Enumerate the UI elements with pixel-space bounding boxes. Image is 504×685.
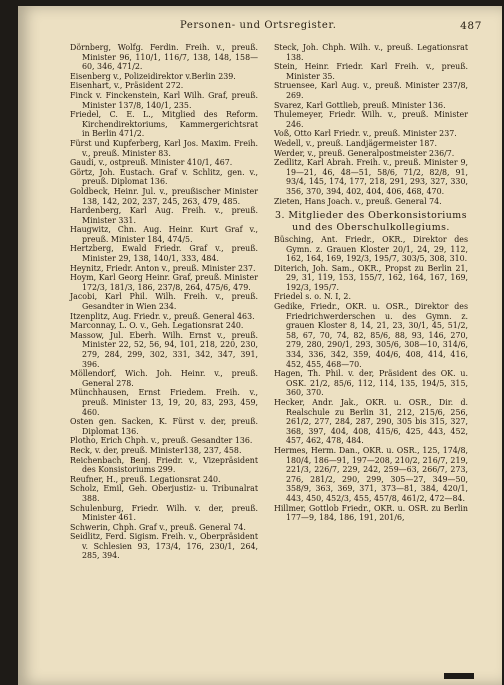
index-entry: Hertzberg, Ewald Friedr. Graf v., preuß. Minister 29, 138, 140/1, 333, 484. bbox=[70, 244, 258, 264]
index-entry: Eisenhart, v., Präsident 272. bbox=[70, 81, 184, 91]
index-entry: Gaudi, v., ostpreuß. Minister 410/1, 467. bbox=[70, 158, 233, 168]
index-entry: Reufner, H., preuß. Legationsrat 240. bbox=[70, 474, 221, 484]
index-entry: Fürst und Kupferberg, Karl Jos. Maxim. Freih. v., preuß. Minister 83. bbox=[70, 138, 258, 158]
running-header bbox=[70, 20, 482, 34]
index-entry: Gedike, Friedr., OKR. u. OSR., Direktor des Friedrichwerderschen u. des Gymn. z. grauen Kloster 8, 14, 21, 23, 30/1, 45, 51/2, 58, 67, 70, 74, 82, 85/6, 88, 93, 146, 270, 279, 280, 290/1, 293, 305/6, 308—10, 314/6, 334, 336, 342, 359, 404/6, 408, 414, 416, 452, 455, 468—70. bbox=[274, 302, 468, 369]
index-entry: Hermes, Herm. Dan., OKR. u. OSR., 125, 174/8, 180/4, 186—91, 197—208, 210/2, 216/7, 219, 221/3, 226/7, 229, 242, 259—63, 266/7, 273, 276, 281/2, 290, 299, 305—27, 349—50, 358/9, 363, 369, 371, 373—81, 384, 420/1, 443, 450, 452/3, 455, 457/8, 461/2, 472—84. bbox=[274, 445, 468, 503]
index-entry: Steck, Joh. Chph. Wilh. v., preuß. Legationsrat 138. bbox=[274, 43, 468, 62]
index-entry: Itzenplitz, Aug. Friedr. v., preuß. General 463. bbox=[70, 311, 255, 321]
index-entry: Hagen, Th. Phil. v. der, Präsident des OK. u. OSK. 21/2, 85/6, 112, 114, 135, 194/5, 315, 360, 370. bbox=[274, 369, 468, 398]
book-page bbox=[18, 6, 502, 685]
index-entry: Münchhausen, Ernst Friedem. Freih. v., preuß. Minister 13, 19, 20, 83, 293, 459, 460. bbox=[70, 388, 258, 417]
index-entry: Goldbeck, Heinr. Jul. v., preußischer Minister 138, 142, 202, 237, 245, 263, 479, 485. bbox=[70, 186, 258, 206]
index-entry: Diterich, Joh. Sam., OKR., Propst zu Berlin 21, 29, 31, 119, 153, 155/7, 162, 164, 167, 169, 192/3, 195/7. bbox=[274, 263, 468, 292]
left-column bbox=[70, 43, 258, 561]
index-entry: Heynitz, Friedr. Anton v., preuß. Minister 237. bbox=[70, 263, 256, 273]
index-entry: Schulenburg, Friedr. Wilh. v. der, preuß. Minister 461. bbox=[70, 503, 258, 523]
index-entry: Dörnberg, Wolfg. Ferdin. Freih. v., preuß. Minister 96, 110/1, 116/7, 138, 148, 158—60, 346, 471/2. bbox=[70, 43, 258, 72]
index-entry: Möllendorf, Wich. Joh. Heinr. v., preuß. General 278. bbox=[70, 369, 258, 388]
index-entry: Zedlitz, Karl Abrah. Freih. v., preuß. Minister 9, 19—21, 46, 48—51, 58/6, 71/2, 82/8, 91, 93/4, 145, 174, 177, 218, 291, 293, 327, 330, 356, 370, 394, 402, 404, 406, 468, 470. bbox=[274, 158, 468, 196]
index-entry: Schwerin, Chph. Graf v., preuß. General 74. bbox=[70, 522, 246, 532]
index-entry: Stein, Heinr. Friedr. Karl Freih. v., preuß. Minister 35. bbox=[274, 62, 468, 81]
index-entry: Finck v. Finckenstein, Karl Wilh. Graf, preuß. Minister 137/8, 140/1, 235. bbox=[70, 90, 258, 110]
index-entry: Görtz, Joh. Eustach. Graf v. Schlitz, gen. v., preuß. Diplomat 136. bbox=[70, 167, 258, 187]
index-entry: Osten gen. Sacken, K. Fürst v. der, preuß. Diplomat 136. bbox=[70, 417, 258, 436]
section-heading: 3. Mitglieder des Oberkonsistoriums und des Oberschulkollegiums. bbox=[274, 210, 468, 233]
index-entry: Plotho, Erich Chph. v., preuß. Gesandter 136. bbox=[70, 436, 253, 446]
index-entry: Massow, Jul. Eberh. Wilh. Ernst v., preuß. Minister 22, 52, 56, 94, 101, 218, 220, 230, 279, 284, 299, 302, 331, 342, 347, 391, 396. bbox=[70, 330, 258, 369]
index-entry: Reichenbach, Benj. Friedr. v., Vizepräsident des Konsistoriums 299. bbox=[70, 455, 258, 475]
index-entry: Seidlitz, Ferd. Sigism. Freih. v., Oberpräsident v. Schlesien 93, 173/4, 176, 230/1, 264, 285, 394. bbox=[70, 532, 258, 561]
index-entry: Hecker, Andr. Jak., OKR. u. OSR., Dir. d. Realschule zu Berlin 31, 212, 215/6, 256, 261/2, 277, 284, 287, 290, 305 bis 315, 327, 368, 397, 404, 408, 415/6, 425, 443, 452, 457, 462, 478, 484. bbox=[274, 398, 468, 446]
index-entry: Voß, Otto Karl Friedr. v., preuß. Minister 237. bbox=[274, 129, 457, 139]
index-entry: Marconnay, L. O. v., Geh. Legationsrat 240. bbox=[70, 321, 244, 331]
index-entry: Haugwitz, Chn. Aug. Heinr. Kurt Graf v., preuß. Minister 184, 474/5. bbox=[70, 225, 258, 244]
index-entry: Wedell, v., preuß. Landjägermeister 187. bbox=[274, 138, 437, 148]
index-entry: Friedel, C. E. L., Mitglied des Reform. Kirchendirektoriums, Kammergerichtsrat in Berlin 471/2. bbox=[70, 110, 258, 139]
index-entry: Hoym, Karl Georg Heinr. Graf, preuß. Minister 172/3, 181/3, 186, 237/8, 264, 475/6, 479. bbox=[70, 273, 258, 292]
index-entry: Friedel s. o. N. I, 2. bbox=[274, 292, 351, 302]
index-entry: Svarez, Karl Gottlieb, preuß. Minister 136. bbox=[274, 100, 446, 110]
page-number: 487 bbox=[460, 20, 482, 32]
page-edge-shadow bbox=[444, 673, 474, 679]
index-entry: Thulemeyer, Friedr. Wilh. v., preuß. Minister 246. bbox=[274, 110, 468, 129]
index-entry: Eisenberg v., Polizeidirektor v.Berlin 239. bbox=[70, 71, 236, 81]
right-column bbox=[274, 43, 468, 523]
index-entry: Zieten, Hans Joach. v., preuß. General 74. bbox=[274, 196, 442, 206]
index-entry: Jacobi, Karl Phil. Wilh. Freih. v., preuß. Gesandter in Wien 234. bbox=[70, 292, 258, 312]
index-entry: Hardenberg, Karl Aug. Freih. v., preuß. Minister 331. bbox=[70, 206, 258, 225]
index-entry: Werder, v., preuß. Generalpostmeister 236/7. bbox=[274, 148, 455, 158]
index-entry: Struensee, Karl Aug. v., preuß. Minister 237/8, 269. bbox=[274, 81, 468, 100]
index-entry: Reck, v. der, preuß. Minister138, 237, 458. bbox=[70, 445, 242, 455]
index-entry: Büsching, Ant. Friedr., OKR., Direktor des Gymn. z. Grauen Kloster 20/1, 24, 29, 112, 162, 164, 169, 192/3, 195/7, 303/5, 308, 310. bbox=[274, 234, 468, 264]
index-entry: Hillmer, Gottlob Friedr., OKR. u. OSR. zu Berlin 177—9, 184, 186, 191, 201/6, bbox=[274, 503, 468, 523]
header-title: Personen- und Ortsregister. bbox=[180, 20, 337, 31]
index-entry: Scholz, Emil, Geh. Oberjustiz- u. Tribunalrat 388. bbox=[70, 484, 258, 503]
